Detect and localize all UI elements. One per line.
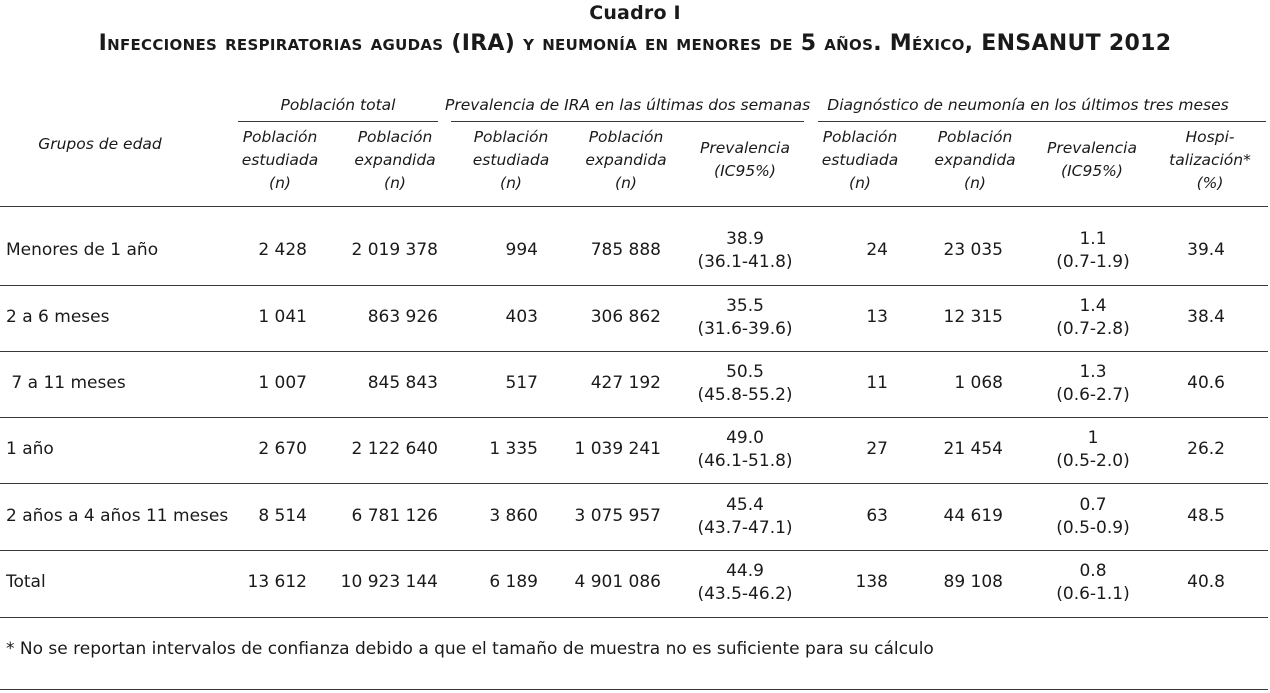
pt-estudiada: 1 041 xyxy=(258,307,307,327)
ira-expandida: 427 192 xyxy=(590,373,661,393)
col-header-neu-expandida: Población expandida (n) xyxy=(934,128,1016,192)
pt-estudiada: 8 514 xyxy=(258,506,307,526)
ira-prevalencia: 38.9 (36.1-41.8) xyxy=(697,229,793,272)
neu-prevalencia: 0.7 (0.5-0.9) xyxy=(1056,495,1130,538)
col-header-hospitalizacion: Hospi- talización* (%) xyxy=(1169,128,1251,192)
neu-expandida: 21 454 xyxy=(943,439,1003,459)
ira-estudiada: 6 189 xyxy=(489,572,538,592)
hospitalizacion: 40.8 xyxy=(1187,572,1225,592)
group-header-prevalencia-ira: Prevalencia de IRA en las últimas dos semanas xyxy=(445,96,811,114)
neu-expandida: 23 035 xyxy=(943,240,1003,260)
ira-estudiada: 1 335 xyxy=(489,439,538,459)
footnote-rule xyxy=(0,689,1268,690)
table-bottom-rule xyxy=(0,617,1268,618)
pt-estudiada: 13 612 xyxy=(247,572,307,592)
pt-expandida: 10 923 144 xyxy=(340,572,438,592)
col-header-ira-estudiada: Población estudiada (n) xyxy=(472,128,550,192)
ira-expandida: 785 888 xyxy=(590,240,661,260)
neu-prevalencia: 0.8 (0.6-1.1) xyxy=(1056,561,1130,604)
ira-estudiada: 403 xyxy=(505,307,538,327)
row-label: 7 a 11 meses xyxy=(6,373,126,393)
ira-prevalencia: 50.5 (45.8-55.2) xyxy=(697,362,793,405)
ira-estudiada: 3 860 xyxy=(489,506,538,526)
neu-prevalencia: 1.3 (0.6-2.7) xyxy=(1056,362,1130,405)
group-underline-prevalencia-ira xyxy=(451,121,804,122)
row-divider xyxy=(0,285,1268,286)
col-header-neu-estudiada: Población estudiada (n) xyxy=(821,128,899,192)
group-underline-neumonia xyxy=(818,121,1266,122)
group-header-poblacion-total: Población total xyxy=(280,96,396,114)
ira-estudiada: 517 xyxy=(505,373,538,393)
neu-prevalencia: 1 (0.5-2.0) xyxy=(1056,428,1130,471)
ira-prevalencia: 44.9 (43.5-46.2) xyxy=(697,561,793,604)
ira-prevalencia: 35.5 (31.6-39.6) xyxy=(697,296,793,339)
neu-prevalencia: 1.1 (0.7-1.9) xyxy=(1056,229,1130,272)
hospitalizacion: 26.2 xyxy=(1187,439,1225,459)
group-underline-poblacion-total xyxy=(238,121,438,122)
ira-prevalencia: 45.4 (43.7-47.1) xyxy=(697,495,793,538)
col-header-pt-expandida: Población expandida (n) xyxy=(354,128,436,192)
pt-expandida: 2 019 378 xyxy=(351,240,438,260)
group-header-neumonia: Diagnóstico de neumonía en los últimos tres meses xyxy=(827,96,1229,114)
neu-estudiada: 27 xyxy=(866,439,888,459)
pt-estudiada: 1 007 xyxy=(258,373,307,393)
ira-expandida: 306 862 xyxy=(590,307,661,327)
pt-expandida: 2 122 640 xyxy=(351,439,438,459)
hospitalizacion: 48.5 xyxy=(1187,506,1225,526)
row-label: Total xyxy=(6,572,46,592)
hospitalizacion: 39.4 xyxy=(1187,240,1225,260)
table-title: Infecciones respiratorias agudas (IRA) y neumonía en menores de 5 años. México, ENSANUT 2012 xyxy=(98,31,1172,56)
header-bottom-rule xyxy=(0,206,1268,207)
ira-estudiada: 994 xyxy=(505,240,538,260)
pt-expandida: 845 843 xyxy=(367,373,438,393)
row-divider xyxy=(0,550,1268,551)
col-header-ira-prevalencia: Prevalencia (IC95%) xyxy=(700,139,790,180)
ira-prevalencia: 49.0 (46.1-51.8) xyxy=(697,428,793,471)
neu-estudiada: 11 xyxy=(866,373,888,393)
ira-expandida: 4 901 086 xyxy=(574,572,661,592)
neu-expandida: 1 068 xyxy=(954,373,1003,393)
row-label-header: Grupos de edad xyxy=(38,135,162,153)
row-label: 2 años a 4 años 11 meses xyxy=(6,506,229,526)
row-label: Menores de 1 año xyxy=(6,240,159,260)
neu-estudiada: 13 xyxy=(866,307,888,327)
col-header-neu-prevalencia: Prevalencia (IC95%) xyxy=(1047,139,1137,180)
row-divider xyxy=(0,483,1268,484)
pt-estudiada: 2 670 xyxy=(258,439,307,459)
pt-expandida: 6 781 126 xyxy=(351,506,438,526)
ira-expandida: 3 075 957 xyxy=(574,506,661,526)
neu-estudiada: 138 xyxy=(855,572,888,592)
neu-estudiada: 24 xyxy=(866,240,888,260)
neu-estudiada: 63 xyxy=(866,506,888,526)
row-divider xyxy=(0,351,1268,352)
hospitalizacion: 40.6 xyxy=(1187,373,1225,393)
footnote: * No se reportan intervalos de confianza debido a que el tamaño de muestra no es suficiente para su cálculo xyxy=(6,639,934,659)
pt-estudiada: 2 428 xyxy=(258,240,307,260)
pt-expandida: 863 926 xyxy=(367,307,438,327)
table-caption: Cuadro I xyxy=(589,2,681,24)
row-divider xyxy=(0,417,1268,418)
ira-expandida: 1 039 241 xyxy=(574,439,661,459)
col-header-ira-expandida: Población expandida (n) xyxy=(585,128,667,192)
neu-expandida: 12 315 xyxy=(943,307,1003,327)
row-label: 1 año xyxy=(6,439,54,459)
col-header-pt-estudiada: Población estudiada (n) xyxy=(241,128,319,192)
neu-prevalencia: 1.4 (0.7-2.8) xyxy=(1056,296,1130,339)
hospitalizacion: 38.4 xyxy=(1187,307,1225,327)
row-label: 2 a 6 meses xyxy=(6,307,110,327)
neu-expandida: 89 108 xyxy=(943,572,1003,592)
neu-expandida: 44 619 xyxy=(943,506,1003,526)
